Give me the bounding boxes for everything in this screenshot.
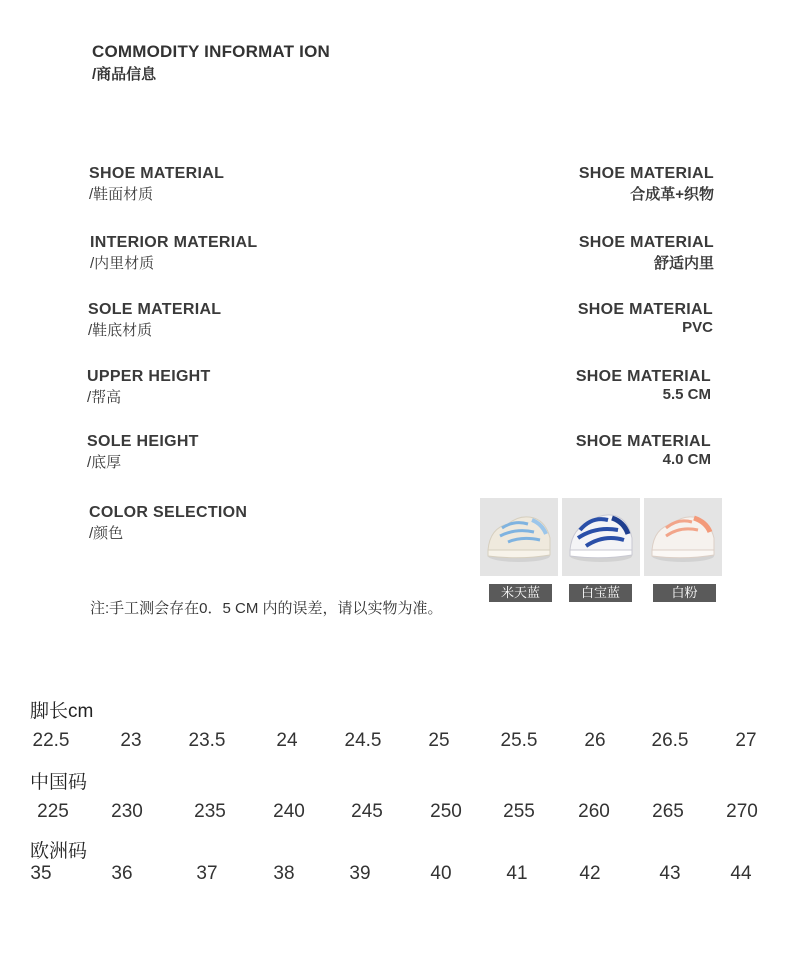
color-swatch-white-royal-blue[interactable] [562, 498, 640, 576]
sole-height-label: SOLE HEIGHT /底厚 [87, 433, 199, 471]
size-cell: 25 [428, 730, 450, 751]
size-cell: 250 [430, 801, 462, 822]
size-cell: 26.5 [651, 730, 689, 751]
size-cell: 255 [503, 801, 535, 822]
size-cell: 37 [196, 863, 218, 884]
size-cell: 265 [652, 801, 684, 822]
upper-height-label: UPPER HEIGHT /帮高 [87, 368, 211, 406]
china-size-title: 中国码 [30, 772, 88, 793]
size-cell: 23.5 [188, 730, 226, 751]
sneaker-image [562, 498, 640, 576]
color-swatch-white-pink[interactable] [644, 498, 722, 576]
size-cell: 235 [194, 801, 226, 822]
size-cell: 23 [120, 730, 142, 751]
color-option-label[interactable]: 米天蓝 [489, 584, 552, 602]
size-cell: 44 [730, 863, 752, 884]
size-cell: 25.5 [500, 730, 538, 751]
interior-material-label: INTERIOR MATERIAL /内里材质 [90, 234, 258, 272]
sole-material-label: SOLE MATERIAL /鞋底材质 [88, 301, 222, 339]
foot-length-row [0, 730, 790, 754]
color-selection-label: COLOR SELECTION /颜色 [89, 504, 248, 542]
size-cell: 225 [37, 801, 69, 822]
size-cell: 36 [111, 863, 133, 884]
size-cell: 40 [430, 863, 452, 884]
foot-length-title: 脚长cm [30, 701, 94, 722]
section-title-cn: /商品信息 [92, 66, 157, 83]
size-cell: 260 [578, 801, 610, 822]
color-option-label[interactable]: 白粉 [653, 584, 716, 602]
shoe-material-label: SHOE MATERIAL /鞋面材质 [89, 165, 225, 203]
size-cell: 240 [273, 801, 305, 822]
size-cell: 270 [726, 801, 758, 822]
sole-height-value: SHOE MATERIAL 4.0 CM [575, 433, 711, 468]
size-cell: 41 [506, 863, 528, 884]
size-cell: 38 [273, 863, 295, 884]
color-swatch-beige-blue[interactable] [480, 498, 558, 576]
upper-height-value: SHOE MATERIAL 5.5 CM [575, 368, 711, 403]
sole-material-value: SHOE MATERIAL PVC [577, 301, 713, 336]
interior-material-value: SHOE MATERIAL 舒适内里 [578, 234, 714, 272]
eu-size-row [0, 863, 790, 887]
sneaker-image [644, 498, 722, 576]
color-option-label[interactable]: 白宝蓝 [569, 584, 632, 602]
size-cell: 230 [111, 801, 143, 822]
eu-size-title: 欧洲码 [30, 841, 88, 862]
size-cell: 24.5 [344, 730, 382, 751]
size-cell: 245 [351, 801, 383, 822]
shoe-material-value: SHOE MATERIAL 合成革+织物 [578, 165, 714, 203]
china-size-row [0, 801, 790, 825]
sneaker-image [480, 498, 558, 576]
size-cell: 22.5 [32, 730, 70, 751]
size-cell: 43 [659, 863, 681, 884]
size-cell: 39 [349, 863, 371, 884]
size-cell: 42 [579, 863, 601, 884]
size-cell: 27 [735, 730, 757, 751]
size-cell: 35 [30, 863, 52, 884]
size-cell: 26 [584, 730, 606, 751]
section-title-en: COMMODITY INFORMAT ION [92, 42, 330, 61]
size-cell: 24 [276, 730, 298, 751]
measurement-note: 注:手工测会存在0．5 CM 内的误差，请以实物为准。 [90, 600, 443, 617]
